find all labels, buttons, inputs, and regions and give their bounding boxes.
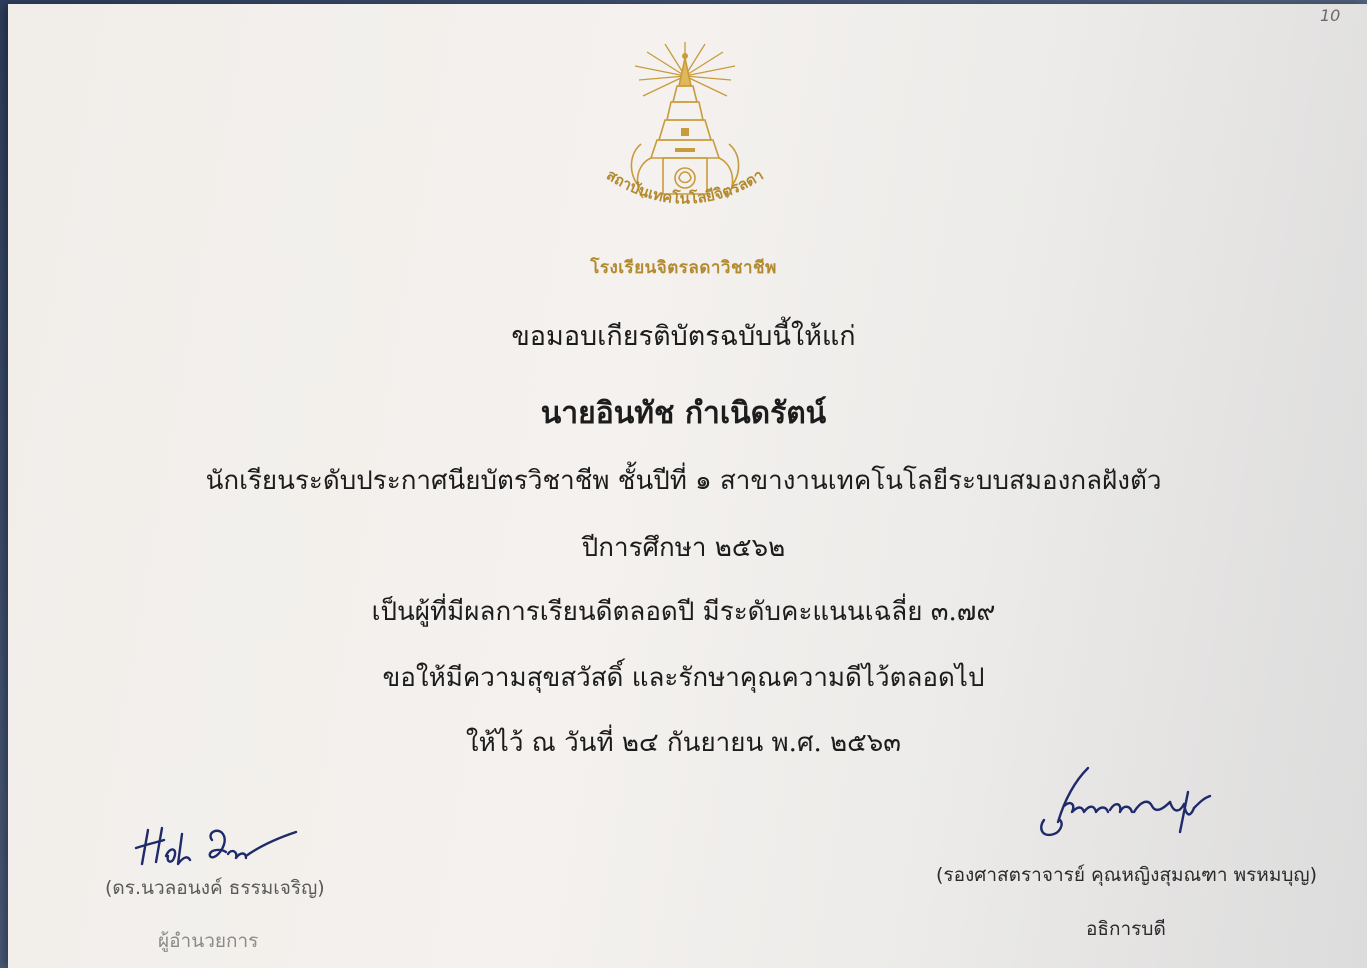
achievement-line: เป็นผู้ที่มีผลการเรียนดีตลอดปี มีระดับคะแนนเฉลี่ย ๓.๗๙: [371, 597, 996, 627]
page-number: 10: [1320, 6, 1341, 25]
academic-year-line: ปีการศึกษา ๒๕๖๒: [581, 533, 786, 563]
right-signature-icon: [1024, 762, 1224, 852]
recipient-name: นายอินทัช กำเนิดรัตน์: [540, 396, 827, 431]
royal-crown-emblem-icon: [585, 36, 785, 236]
emblem-arc-text: สถาบันเทคโนโลยีจิตรลดา: [603, 165, 767, 208]
school-name: โรงเรียนจิตรลดาวิชาชีพ: [590, 258, 777, 278]
right-signatory-title: อธิการบดี: [1086, 918, 1166, 940]
award-line: ขอมอบเกียรติบัตรฉบับนี้ให้แก่: [511, 321, 856, 352]
left-signatory-name: (ดร.นวลอนงค์ ธรรมเจริญ): [105, 877, 325, 899]
wish-line: ขอให้มีความสุขสวัสดิ์ และรักษาคุณความดีไว้ตลอดไป: [382, 663, 985, 693]
level-line: นักเรียนระดับประกาศนียบัตรวิชาชีพ ชั้นปีที่ ๑ สาขางานเทคโนโลยีระบบสมองกลฝังตัว: [205, 466, 1162, 496]
left-signature-icon: [128, 812, 318, 876]
date-line: ให้ไว้ ณ วันที่ ๒๔ กันยายน พ.ศ. ๒๕๖๓: [465, 728, 902, 758]
right-signatory-name: (รองศาสตราจารย์ คุณหญิงสุมณฑา พรหมบุญ): [936, 864, 1318, 886]
left-signatory-title: ผู้อำนวยการ: [158, 930, 259, 952]
